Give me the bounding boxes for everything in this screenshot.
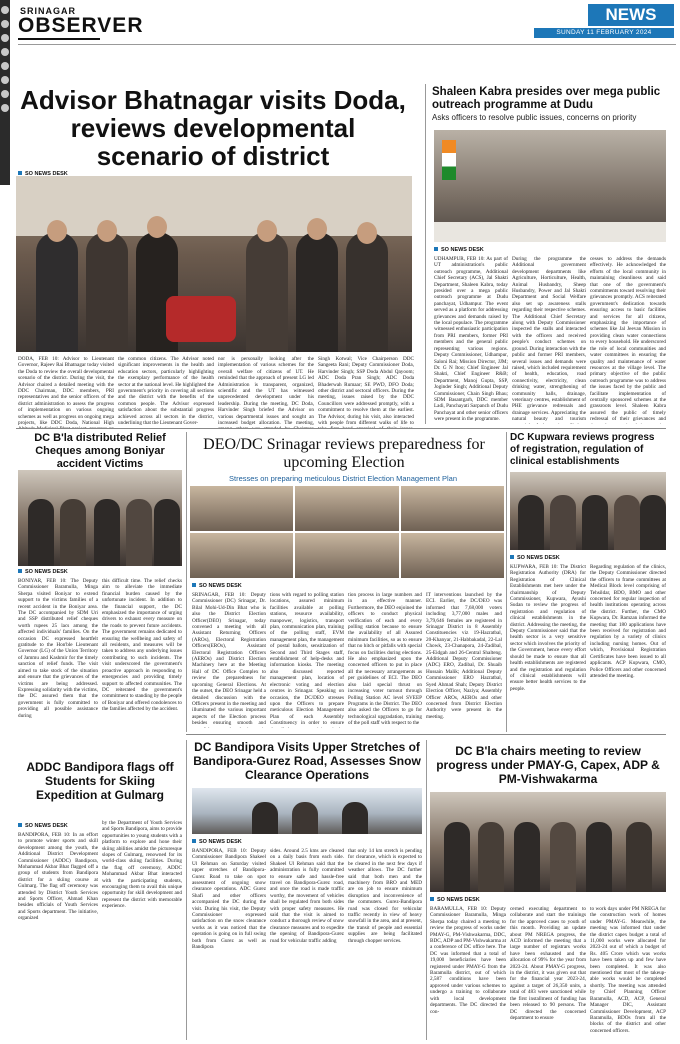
deo-text-col4: IT interventions launched by the ECI. Earlier, the DC/DEO was informed that 7,68,000 voters including 3,77,000 males and 3,79,646 females are registered in Srinagar District in 8 Assembly Constituencies viz 19-Hazratbal, 20-Khanyar, 21-Habbakadal, 22-Lal Chowk, 23-Chanapora, 24-Zadibal, 25-Eidgah and 26-Central Shalteng. Additional Deputy Commissioner (ADC) ERO, Zadibal, Dr. Shuaib Hussain Malik; Additional Deputy Commissioner ERO Hazratbal, Syed Ahmad Shah; Deputy District Election Officer, Naziya; Assembly Officer AROs, AEROs and other concerned from District Election Authority were present in the meeting. bbox=[426, 592, 502, 720]
lead-text-col4: Singh Kotwal; Vice Chairperson DDC Sangeeta Rani; Deputy Commissioner Doda, Harvinder Singh; SSP Doda Abdul Qayoom; ADC Doda Pran Singh; ADC Doda Bhaderwah Rumaar; SE PWD, DFO Doda; other district and sectoral officers. During the meeting, issues raised by the DDC Councillors were addressed promptly, with a commitment to resolve them at the earliest. The Advisor, during his visit, also interacted with people from different walks of life to bbox=[318, 356, 414, 427]
deo-text-col3: tion process in large numbers and in an effective manner. Furthermore, the DEO enjoined the officers to conduct physical verification of each and every polling station because to ensure the availability of all Assured minimum facilities, so as to ensure that no hitch or pitfalls with special focus on facilities during elections. He also emphasized upon the concerned officers to put in place all the necessary arrangements as per guidelines of ECI. The DEO also laid special thrust on increasing voter turnout through Polling Station AC level SVEEP Programs in the District. The DEO also asked the Officers to go for technological upgradation, training of the poll staff with respect to the bbox=[348, 592, 422, 727]
outreach-photo bbox=[434, 130, 666, 242]
web-icon[interactable] bbox=[1, 104, 9, 112]
deo-subheadline: Stresses on preparing meticulous District Election Management Plan bbox=[228, 474, 458, 483]
lead-photo bbox=[16, 176, 412, 352]
pmay-text-col3: to work days under PM NREGA for the construction work of homes under PMAY-G. Meanwhile, the meeting was informed that under the district capex budget a total of 11,000 works were allocated for 2023-24 out of which a budget of Rs. 405 Crore which was works have been taken up and few have been completed. It was also mentioned that most of the takeup-able works would be completed shortly. The meeting was attended by Chief Planning Officer Baramulla, ACD, ACP, General Manager DIC, Assistant Commissioner Development, ACP Baramulla, BDOs from all the blocks of the district and other concerned officers. bbox=[590, 906, 666, 1034]
pmay-headline: DC B'la chairs meeting to review progress under PMAY-G, Capex, ADP & PM-Vishwakarma bbox=[436, 744, 660, 786]
brand-city: SRINAGAR bbox=[20, 6, 77, 16]
lead-headline: Advisor Bhatnagar visits Doda, reviews developmental scenario of district bbox=[20, 85, 406, 171]
gurez-text-col2: sides. Around 2.5 kms are cleared on a daily basis from each side. Shakeel Ul Rehman said that the administration is fully committed to ensure safe and hassle-free travel on Bandipora-Gurez road, and once the road is made traffic worthy, the movement of vehicles shall be regulated from both sides with proper safety measures. He said that the visit is aimed to conduct a thorough review of snow clearance measures and to expedite the opening of Bandipora-Gurez road for vehicular traffic adding bbox=[270, 848, 344, 944]
lead-text-col3: nor is personally looking after the implementation of various schemes for the overall welfare of citizens of UT. He reminded that the approach of present LG led Administration is transparent, organized, scientific and the UT has witnessed unprecedented development under his leadership. During the meeting, DC Doda, Harvinder Singh briefed the Advisor on various departmental issues and sought an increased budget allocation. The meeting, bbox=[218, 356, 314, 427]
outreach-text-col2: During the programme the Additional government development departments like Agriculture, Horticulture, Health, Animal Husbandry, Sheep Husbandry, Power and Jal Shakti Department and Social Welfare also set up awareness stalls regarding their respective schemes. The Additional Chief Secretary along with Deputy Commissioner inspected the stalls and interacted with the officers and received people's conduct schemes on ground. During interaction with the public and former PRI members, several issues and demands were raised, which included requirement of health, education, road connectivity, electricity, clean drinking water, strengthening of community halls, drainage, veterinary centres, establishment of PHE grievance redressals and drainage services. Appreciating the natural beauty and tourism bbox=[512, 256, 586, 423]
kupwara-headline: DC Kupwara reviews progress of registration, regulation of clinical establishments bbox=[510, 432, 655, 467]
column-divider bbox=[186, 432, 187, 732]
issue-date: SUNDAY 11 FEBRUARY 2024 bbox=[534, 28, 674, 38]
gurez-text-col3: that only 14 km stretch is pending for clearance, which is expected to be cleared in the next few days if weather allows. The DC further said that both men and the machinery from BRO and MED are on job to ensure minimum disruption and inconvenience of the commuters. Gurez-Bandipora road was closed for vehicular traffic recently in view of heavy snowfall in the area, and at present, the transit of people and essential supplies are being facilitated through chopper services. bbox=[348, 848, 422, 944]
brand-underline bbox=[18, 38, 100, 40]
facebook-icon[interactable] bbox=[1, 6, 9, 14]
linkedin-icon[interactable] bbox=[1, 90, 9, 98]
relief-photo bbox=[18, 470, 182, 566]
youtube-icon[interactable] bbox=[1, 48, 9, 56]
addc-headline: ADDC Bandipora flags off Students for Skiing Expedition at Gulmarg bbox=[26, 760, 174, 802]
pmay-photo bbox=[430, 792, 666, 892]
lead-text-col2: the common citizens. The Advisor noted significant improvements in the health and education sectors, particularly highlighting the exemplary performance of the health sector at the national level. He highlighted the government's priority in covering all sections and the district with the benefits of the common people. The Advisor expressed satisfaction about the substantial progress achieved across all sectors in the district, underlining that the Lieutenant Gover- bbox=[118, 356, 214, 427]
social-icon-strip bbox=[0, 0, 10, 185]
brand-name: OBSERVER bbox=[18, 14, 144, 37]
deo-photo bbox=[190, 486, 504, 578]
kupwara-text-col1: KUPWARA, FEB 10: The District Registration Authority (DRA) for Registration of Clinical Establishments met here under the chairmanship of Deputy Commissioner, Kupwara, Ayushi Sudan to review the progress of registration and regulation of clinical establishments in the district. Addressing the meeting, the Deputy Commissioner said that the health sector is a very sensitive sector which involves the priority of the Government, hence every effort should be made to ensure that all health establishments are registered and the registration and regulation of clinical establishments will ensure better health services to the people. bbox=[510, 564, 586, 692]
telegram-icon[interactable] bbox=[1, 76, 9, 84]
outreach-subheadline: Asks officers to resolve public issues, concerns on priority bbox=[432, 113, 637, 122]
whatsapp-icon[interactable] bbox=[1, 62, 9, 70]
addc-text-col2: by the Department of Youth Services and Sports Bandipora, aims to provide opportunities to young students with a platform to explore and hone their skiing abilities amidst the picturesque slopes of Gulmarg, renowned for its world-class skiing facilities. During the flag off ceremony, ADDC Mohammad Akbar Bhat interacted with the participating students, encouraging them to avail this unique opportunity for skill development and represent the district with memorable experience. bbox=[102, 820, 182, 910]
instagram-icon[interactable] bbox=[1, 34, 9, 42]
outreach-text-col1: UDHAMPUR, FEB 10: As part of UT administration's public outreach programme, Additional Chief Secretary (ACS), Jal Shakti Department, Shaleen Kabra, today presided over a mega public outreach programme at Dudu panchayat, Udhampur. The event served as a platform for addressing grievances and demands raised by the local populace. The programme witnessed enthusiastic participation from PRI members, former PRI members and the general public representing various regions. Deputy Commissioner, Udhampur, Saloni Rai; Mission Director, JJM; Dr. G N Itoo; Chief Engineer Jal Shakti, Chief Engineer R&B; Department, Manoj Gupta, SSP, Joginder Singh; Additional Deputy Commissioner, Chain Singh Bhau; SDM Basantgarh, DDC member Ladi, Panchayati Sarpanch of Dudu Panchayat and other senior officers were present in the programme. bbox=[434, 256, 508, 423]
relief-text-col1: BONIYAR, FEB 10: The Deputy Commissioner Baramulla, Minga Sherpa visited Boniyar to extend support to the victims families of a recent accident in the Boniyar area. The DC accompanied by SDM Uri and SSP distributed relief cheques worth rupees 25 lacs among the affected individuals' families. On the occasion DC expressed heartfelt gratitude to the Hon'ble Lieutenant Governor (LG) of the Union Territory of Jammu and Kashmir for the timely sanction of relief funds. The visit aimed to take stock of the situation and ensure that the grievances of the victims are being addressed. Expressing solidarity with the victims, the DC assured them that the government is fully committed to providing all possible assistance during bbox=[18, 578, 98, 719]
masthead-rule bbox=[18, 44, 676, 45]
addc-byline: SO NEWS DESK bbox=[18, 822, 68, 830]
outreach-text-col3: cesses to address the demands effectively. He acknowledged the efforts of the local community in maintaining cleanliness and said that one of the government's commitments toward resolving their grievances promptly. ACS reiterated government's dedication towards ensuring access to basic facilities and services for all citizens, emphasizing the importance of schemes like Jal Jeevan Mission in providing clean water connections to every household. He underscored the role of local communities and water committees in ensuring the quality and maintenance of water resources at the village level. The primary objective of the public outreach programme was to address the issues faced by the public and facilitate implementation of centrally sponsored schemes at the grassroots level. Shaleen Kabra assured the public of timely redressal of their grievances and bbox=[590, 256, 666, 423]
gurez-headline: DC Bandipora Visits Upper Stretches of Bandipora-Gurez Road, Assesses Snow Clearance Operations bbox=[193, 740, 421, 782]
section-tab-news: NEWS bbox=[588, 4, 674, 26]
deo-headline: DEO/DC Srinagar reviews preparedness for upcoming Election bbox=[203, 436, 485, 471]
column-divider bbox=[506, 432, 507, 732]
section-rule bbox=[16, 428, 666, 429]
kupwara-text-col2: Regarding regulation of the clinics, the Deputy Commissioner directed the officers to frame committees at Medical Block level comprising of Tehsildar, BDO, BMO and other concerned for regular inspection of health institutions operating across the district. Further, the CMO Kupwara, Dr. Ramzan informed the meeting that 180 applications have been received for registration and regulation by a variety of clinics including nursing homes. Out of which, Provisional Registration Certificates have been issued to all applicants. ACP Kupwara, CMO, Police Officers and other concerned attended the meeting. bbox=[590, 564, 666, 679]
deo-text-col2: tions with regard to polling station locations, assured minimum facilities available at polling stations, resource availability, manpower, logistics, transport plan, communication plan, training of the polling staff, EVM management plan, the management of postal ballots, sensitization of Second and Third Stages staff, establishment of help-desks and information kiosks. The meeting also discussed reported management plan, location of electronic voting and election centres in Srinagar. Speaking on occasion, the DC/DEO stresses upon the Officers to prepare meticulous Election Management Plan of each Assembly Constituency in order to ensure bbox=[270, 592, 344, 727]
relief-headline: DC B'la distributed Relief Cheques among Boniyar accident Victims bbox=[34, 432, 166, 470]
column-divider bbox=[425, 84, 426, 424]
outreach-byline: SO NEWS DESK bbox=[434, 246, 484, 254]
pmay-text-col1: BARAMULLA, FEB 10: Deputy Commissioner Baramulla, Minga Sherpa today chaired a meeting to review the progress of works under PMAY-G, PM-Vishwakarma, DDC, BDC, ADP and PM-Vishwakarma at a conference of DC office here. The DC was informed that a total of 19,000 beneficiaries have been registered under PMAY-G from the Baramulla district, out of which 2,587 conditions have been approved under various schemes to undergo a training to collaborate with local development departments. The DC directed the con- bbox=[430, 906, 506, 1015]
deo-text-col1: SRINAGAR, FEB 10: Deputy Commissioner (DC) Srinagar, Dr. Bilal Mohi-Ud-Din Bhat who is also the District Election Officer(DEO) Srinagar, today convened a meeting with all Assistant Returning Officers (AROs), Electoral Registration Officers(EROs), Assistant Electoral Registration Officers (AEROs) and District Election Machinery here at the Meeting Hall of DC Office Complex to review the preparedness for upcoming General Elections. At the outset, the DEO Srinagar held a detailed discussion with the Officers present in the meeting and illuminated the various important aspects of the Election process besides ensuring smooth and bbox=[192, 592, 266, 727]
twitter-icon[interactable] bbox=[1, 20, 9, 28]
column-divider bbox=[186, 740, 187, 1040]
outreach-headline: Shaleen Kabra presides over mega public outreach programme at Dudu bbox=[432, 86, 661, 111]
kupwara-byline: SO NEWS DESK bbox=[510, 554, 560, 562]
masthead bbox=[12, 0, 680, 80]
gurez-byline: SO NEWS DESK bbox=[192, 838, 242, 846]
pmay-byline: SO NEWS DESK bbox=[430, 896, 480, 904]
pmay-text-col2: cerned executing department to collaborate and start the trainings for the approved cases to youth of this month. Providing an update about PM NREGA progress, the ACD informed the meeting that a large number of registrars works have been exhausted and the allocation of 99% for the year from 2023-24. About PMAY-G progress, in the district, it was given out that for the financial year 2023-24, against a target of 26,350 units, a total of 483 were sanctioned while the first installment of funding has been released to 90 persons. The DC directed the concerned department to ensure bbox=[510, 906, 586, 1021]
addc-text-col1: BANDIPORA, FEB 10: In an effort to promote winter sports and skill development among the youth, the Additional District Development Commissioner (ADDC) Bandipora, Mohammad Akbar Bhat flagged off a group of students from Bandipora district for a skiing course at Gulmarg. The flag off ceremony was attended by District Youth Services and Sports Officer, Ahmad Khan besides officials of Youth Services and Sports department. The initiative, organized bbox=[18, 832, 98, 922]
column-divider bbox=[426, 740, 427, 1040]
relief-byline: SO NEWS DESK bbox=[18, 568, 68, 576]
deo-byline: SO NEWS DESK bbox=[192, 582, 242, 590]
gurez-photo bbox=[192, 788, 422, 834]
section-rule bbox=[186, 734, 666, 735]
relief-text-col2: this difficult time. The relief checks aim to alleviate the immediate financial burden caused by the unfortunate incident. In addition to the financial support, the DC emphasized the importance of urging drivers to exhaust every measure on the roads to prevent future accidents. The government remains dedicated to ensuring the wellbeing and safety of all residents, and measures will be taken to address any underlying issues contributing to such incidents. The visit underscored the government's proactive approach in responding to emergencies and providing timely support to affected communities. The DC reiterated the government's commitment to standing by the people of Boniyar and offered condolences to the families affected by the accident. bbox=[102, 578, 182, 713]
lead-byline: SO NEWS DESK bbox=[18, 170, 68, 178]
kupwara-photo bbox=[510, 472, 666, 550]
lead-text-col1: DODA, FEB 10: Advisor to Lieutenant Governor, Rajeev Rai Bhatnagar today visited the Doda to review the overall developmental scenario of the district. During the visit, the Advisor chaired a detailed meeting with the DDC Chairman, DDC members, PRI representatives and the senior officers of the district administration to assess the progress of implementation on various ongoing schemes as well as progress on ongoing mega projects, like DDC Doda, National High bbox=[18, 356, 114, 427]
gurez-text-col1: BANDIPORA, FEB 10: Deputy Commissioner Bandipora Shakeel Ul Rehman on Saturday visited upper stretches of Bandipora-Gurez Road to take on spot assessment of ongoing snow clearance operations. ADC Gurez Shafi and other officers accompanied the DC during the visit. During his visit, the Deputy Commissioner expressed satisfaction on the snow clearance works as it was noticed that the operation is going on in full swing both from Gurez as well as Bandipora bbox=[192, 848, 266, 951]
